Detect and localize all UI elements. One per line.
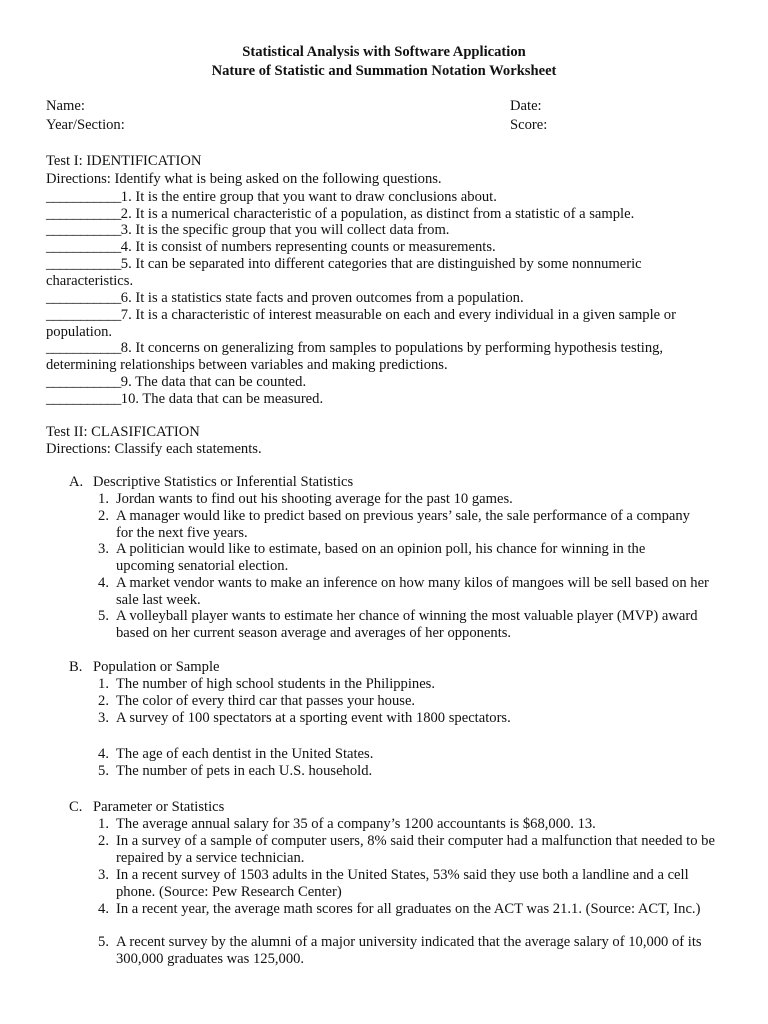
section-a-heading <box>69 474 353 491</box>
answer-blank: ___________ <box>46 307 121 323</box>
question-text: 4. It is consist of numbers representing counts or measurements. <box>120 239 496 255</box>
test1-question <box>46 189 726 206</box>
item-text: A survey of 100 spectators at a sporting event with 1800 spectators. <box>116 710 511 726</box>
section-title: Descriptive Statistics or Inferential Statistics <box>93 474 354 490</box>
item-text: In a recent year, the average math scores for all graduates on the ACT was 21.1. (Source: ACT, Inc.) <box>116 901 701 917</box>
answer-blank: ___________ <box>46 256 121 272</box>
section-title: Population or Sample <box>93 659 220 675</box>
answer-blank: ___________ <box>46 290 121 306</box>
test1-question <box>46 290 726 307</box>
answer-blank: ___________ <box>46 206 121 222</box>
worksheet-title: Statistical Analysis with Software Application <box>242 44 526 60</box>
section-b-heading <box>69 659 219 676</box>
section-title: Parameter or Statistics <box>93 799 225 815</box>
item-number: 5. <box>98 934 109 950</box>
test1-question <box>46 307 726 341</box>
question-text: 6. It is a statistics state facts and proven outcomes from a population. <box>120 290 524 306</box>
item-text: Jordan wants to find out his shooting average for the past 10 games. <box>116 491 513 507</box>
test1-question <box>46 239 726 256</box>
item-number: 5. <box>98 608 109 624</box>
test1-heading: Test I: IDENTIFICATION <box>46 153 202 169</box>
answer-blank: ___________ <box>46 374 121 390</box>
section-c-heading <box>69 799 224 816</box>
question-text: 5. It can be separated into different categories that are distinguished by some nonnumeric characteristics. <box>46 256 642 289</box>
test2-directions: Directions: Classify each statements. <box>46 441 262 457</box>
item-number: 2. <box>98 508 109 524</box>
item-text: A volleyball player wants to estimate her chance of winning the most valuable player (MVP) award based on her current season average and averages of her opponents. <box>116 608 698 641</box>
item-text: In a survey of a sample of computer users, 8% said their computer had a malfunction that needed to be repaired by a service technician. <box>116 833 715 866</box>
item-text: The average annual salary for 35 of a company’s 1200 accountants is $68,000. 13. <box>116 816 596 832</box>
item-number: 1. <box>98 816 109 832</box>
test1-question <box>46 340 726 374</box>
question-text: 10. The data that can be measured. <box>120 391 324 407</box>
answer-blank: ___________ <box>46 222 121 238</box>
question-text: 8. It concerns on generalizing from samples to populations by performing hypothesis testing, determining relationships between variables and making predictions. <box>46 340 664 373</box>
item-text: A politician would like to estimate, based on an opinion poll, his chance for winning in the upcoming senatorial election. <box>116 541 646 574</box>
test2-heading: Test II: CLASIFICATION <box>46 424 200 440</box>
item-number: 4. <box>98 746 109 762</box>
item-text: The number of high school students in the Philippines. <box>116 676 436 692</box>
test1-directions: Directions: Identify what is being asked on the following questions. <box>46 171 442 187</box>
item-number: 3. <box>98 710 109 726</box>
question-text: 1. It is the entire group that you want to draw conclusions about. <box>120 189 497 205</box>
answer-blank: ___________ <box>46 391 121 407</box>
item-text: In a recent survey of 1503 adults in the United States, 53% said they use both a landline and a cell phone. (Source: Pew Research Center) <box>116 867 689 900</box>
name-field-label: Name: <box>46 98 85 114</box>
item-text: The age of each dentist in the United States. <box>116 746 374 762</box>
item-number: 5. <box>98 763 109 779</box>
answer-blank: ___________ <box>46 189 121 205</box>
item-number: 3. <box>98 541 109 557</box>
item-text: The number of pets in each U.S. household. <box>116 763 373 779</box>
item-number: 2. <box>98 693 109 709</box>
test1-question <box>46 256 726 290</box>
item-number: 3. <box>98 867 109 883</box>
question-text: 9. The data that can be counted. <box>120 374 307 390</box>
test1-question <box>46 391 726 408</box>
worksheet-subtitle: Nature of Statistic and Summation Notation Worksheet <box>211 63 557 79</box>
item-number: 2. <box>98 833 109 849</box>
item-text: The color of every third car that passes your house. <box>116 693 416 709</box>
test1-question <box>46 374 726 391</box>
section-letter: B. <box>69 659 83 675</box>
question-text: 2. It is a numerical characteristic of a population, as distinct from a statistic of a sample. <box>120 206 635 222</box>
item-text: A market vendor wants to make an inference on how many kilos of mangoes will be sell based on her sale last week. <box>116 575 709 608</box>
answer-blank: ___________ <box>46 340 121 356</box>
item-number: 4. <box>98 901 109 917</box>
date-field-label: Date: <box>510 98 542 114</box>
item-text: A recent survey by the alumni of a major university indicated that the average salary of 10,000 of its 300,000 graduates was 125,000. <box>116 934 702 967</box>
test1-question <box>46 206 726 223</box>
item-number: 4. <box>98 575 109 591</box>
answer-blank: ___________ <box>46 239 121 255</box>
test1-question <box>46 222 726 239</box>
year-section-field-label: Year/Section: <box>46 117 125 133</box>
item-text: A manager would like to predict based on previous years’ sale, the sale performance of a company for the next five years. <box>116 508 690 541</box>
score-field-label: Score: <box>510 117 548 133</box>
section-letter: A. <box>69 474 84 490</box>
item-number: 1. <box>98 676 109 692</box>
section-letter: C. <box>69 799 83 815</box>
question-text: 7. It is a characteristic of interest measurable on each and every individual in a given sample or population. <box>46 307 676 340</box>
question-text: 3. It is the specific group that you will collect data from. <box>120 222 450 238</box>
item-number: 1. <box>98 491 109 507</box>
